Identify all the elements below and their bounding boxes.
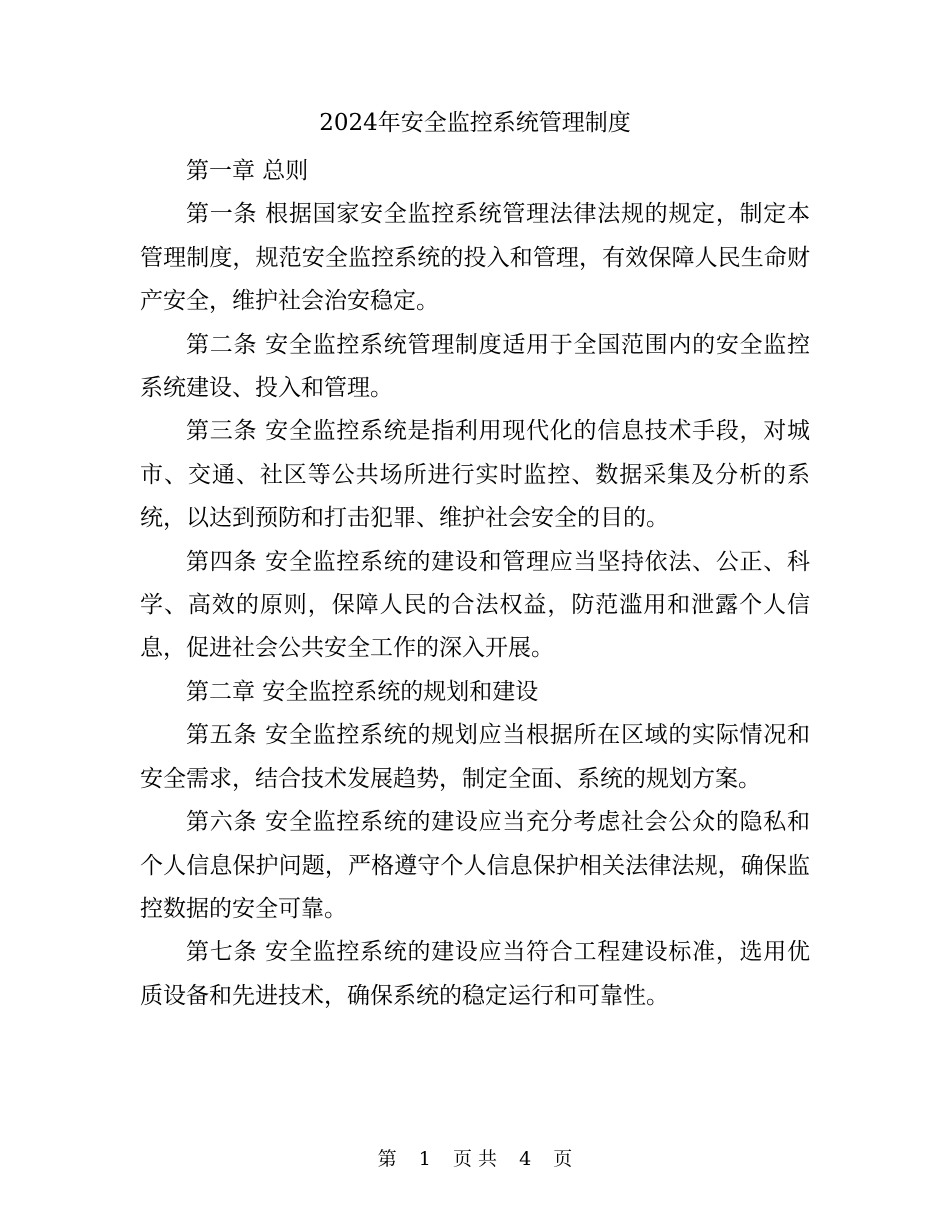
article-paragraph: 第六条 安全监控系统的建设应当充分考虑社会公众的隐私和个人信息保护问题，严格遵守个人信息保护相关法律法规，确保监控数据的安全可靠。 (140, 809, 810, 922)
page-label-suffix: 页 (553, 1148, 573, 1170)
page-label-prefix: 第 (377, 1148, 397, 1170)
article-paragraph: 第四条 安全监控系统的建设和管理应当坚持依法、公正、科学、高效的原则，保障人民的合法权益，防范滥用和泄露个人信息，促进社会公共安全工作的深入开展。 (140, 548, 810, 662)
page-footer (0, 1146, 950, 1172)
document-title: 2024年安全监控系统管理制度 (319, 110, 631, 136)
current-page-number: 1 (418, 1148, 431, 1170)
article-paragraph: 第一条 根据国家安全监控系统管理法律法规的规定，制定本管理制度，规范安全监控系统的投入和管理，有效保障人民生命财产安全，维护社会治安稳定。 (140, 201, 810, 315)
article-paragraph: 第二条 安全监控系统管理制度适用于全国范围内的安全监控系统建设、投入和管理。 (140, 331, 810, 402)
chapter-heading: 第一章 总则 (186, 158, 309, 184)
article-paragraph: 第三条 安全监控系统是指利用现代化的信息技术手段，对城市、交通、社区等公共场所进行实时监控、数据采集及分析的系统，以达到预防和打击犯罪、维护社会安全的目的。 (140, 418, 810, 532)
chapter-heading: 第二章 安全监控系统的规划和建设 (186, 678, 539, 705)
document-body (140, 150, 810, 1018)
article-paragraph: 第五条 安全监控系统的规划应当根据所在区域的实际情况和安全需求，结合技术发展趋势，制定全面、系统的规划方案。 (140, 722, 810, 792)
page-label-mid: 页 共 (452, 1148, 498, 1170)
article-paragraph: 第七条 安全监控系统的建设应当符合工程建设标准，选用优质设备和先进技术，确保系统的稳定运行和可靠性。 (140, 939, 810, 1009)
total-page-count: 4 (519, 1148, 532, 1170)
